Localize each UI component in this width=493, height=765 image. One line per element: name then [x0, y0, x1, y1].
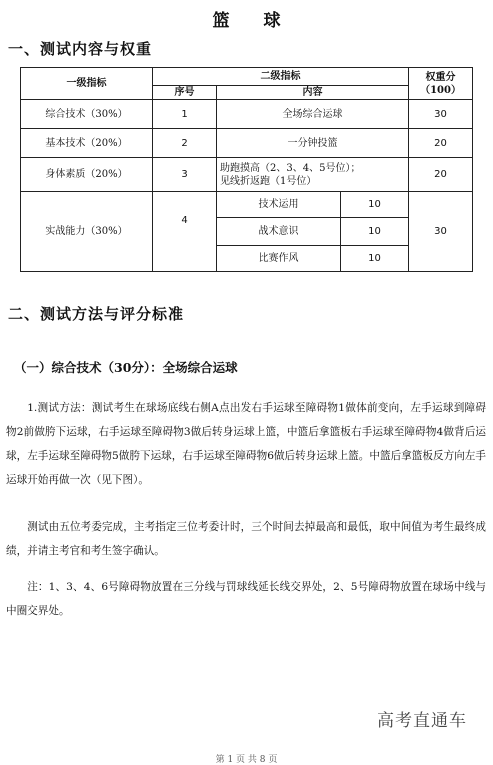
- cell-content: 全场综合运球: [217, 100, 409, 129]
- cell-seq: 4: [153, 192, 217, 272]
- cell-seq: 2: [153, 129, 217, 158]
- cell-subitem-score: 10: [341, 192, 409, 218]
- cell-content: [217, 158, 409, 192]
- cell-seq: 1: [153, 100, 217, 129]
- cell-weight: 30: [409, 100, 473, 129]
- header-weight-total: （100）: [420, 84, 461, 96]
- page-number: 第 1 页 共 8 页: [215, 755, 278, 765]
- cell-content-line: 助跑摸高（2、3、4、5号位）；: [220, 162, 361, 174]
- paragraph-text: 1.测试方法：测试考生在球场底线右侧A点出发右手运球至障碍物1做体前变向，左手运球到障碍物2前做胯下运球，右手运球至障碍物3做后转身运球上篮，中篮后拿篮板右手运球至障碍物4做背后运球，左手运球至障碍物5做胯下运球，右手运球至障碍物6做后转身运球上篮。中篮后拿篮板反方向左手运球开始再做一次（见下图）。: [6, 402, 486, 486]
- paragraph-note: [6, 575, 486, 623]
- table-row: [21, 100, 473, 129]
- header-level1: 一级指标: [21, 68, 153, 100]
- table-row: [21, 129, 473, 158]
- section-heading-methods: 二、测试方法与评分标准: [8, 305, 185, 323]
- paragraph-text: 注：1、3、4、6号障碍物放置在三分线与罚球线延长线交界处，2、5号障碍物放置在球场中线与中圈交界处。: [6, 581, 486, 617]
- cell-subitem-name: 战术意识: [217, 218, 341, 246]
- cell-weight: 30: [409, 192, 473, 272]
- cell-level1: 身体素质（20%）: [21, 158, 153, 192]
- section-heading-weights: 一、测试内容与权重: [8, 40, 153, 58]
- cell-content: 一分钟投篮: [217, 129, 409, 158]
- paragraph-text: 测试由五位考委完成，主考指定三位考委计时，三个时间去掉最高和最低，取中间值为考生最终成绩，并请主考官和考生签字确认。: [6, 521, 486, 557]
- cell-level1: 基本技术（20%）: [21, 129, 153, 158]
- header-weight: [409, 68, 473, 100]
- cell-level1: 综合技术（30%）: [21, 100, 153, 129]
- header-level2: 二级指标: [153, 68, 409, 86]
- cell-seq: 3: [153, 158, 217, 192]
- cell-level1: 实战能力（30%）: [21, 192, 153, 272]
- table-row: [21, 192, 473, 218]
- cell-weight: 20: [409, 129, 473, 158]
- cell-subitem-name: 技术运用: [217, 192, 341, 218]
- document-title: 篮 球: [212, 11, 295, 31]
- header-content: 内容: [217, 86, 409, 100]
- cell-weight: 20: [409, 158, 473, 192]
- cell-subitem-score: 10: [341, 246, 409, 272]
- table-row: [21, 158, 473, 192]
- header-seq: 序号: [153, 86, 217, 100]
- header-weight-label: 权重分: [425, 71, 456, 83]
- paragraph-test-method: [6, 396, 486, 492]
- cell-subitem-score: 10: [341, 218, 409, 246]
- weights-table: [20, 67, 473, 272]
- watermark-logo: 高考直通车: [377, 711, 467, 731]
- cell-subitem-name: 比赛作风: [217, 246, 341, 272]
- subsection-heading: （一）综合技术（30分）：全场综合运球: [14, 360, 238, 375]
- cell-content-line: 见线折返跑（1号位）: [220, 175, 317, 187]
- paragraph-timing: [6, 515, 486, 563]
